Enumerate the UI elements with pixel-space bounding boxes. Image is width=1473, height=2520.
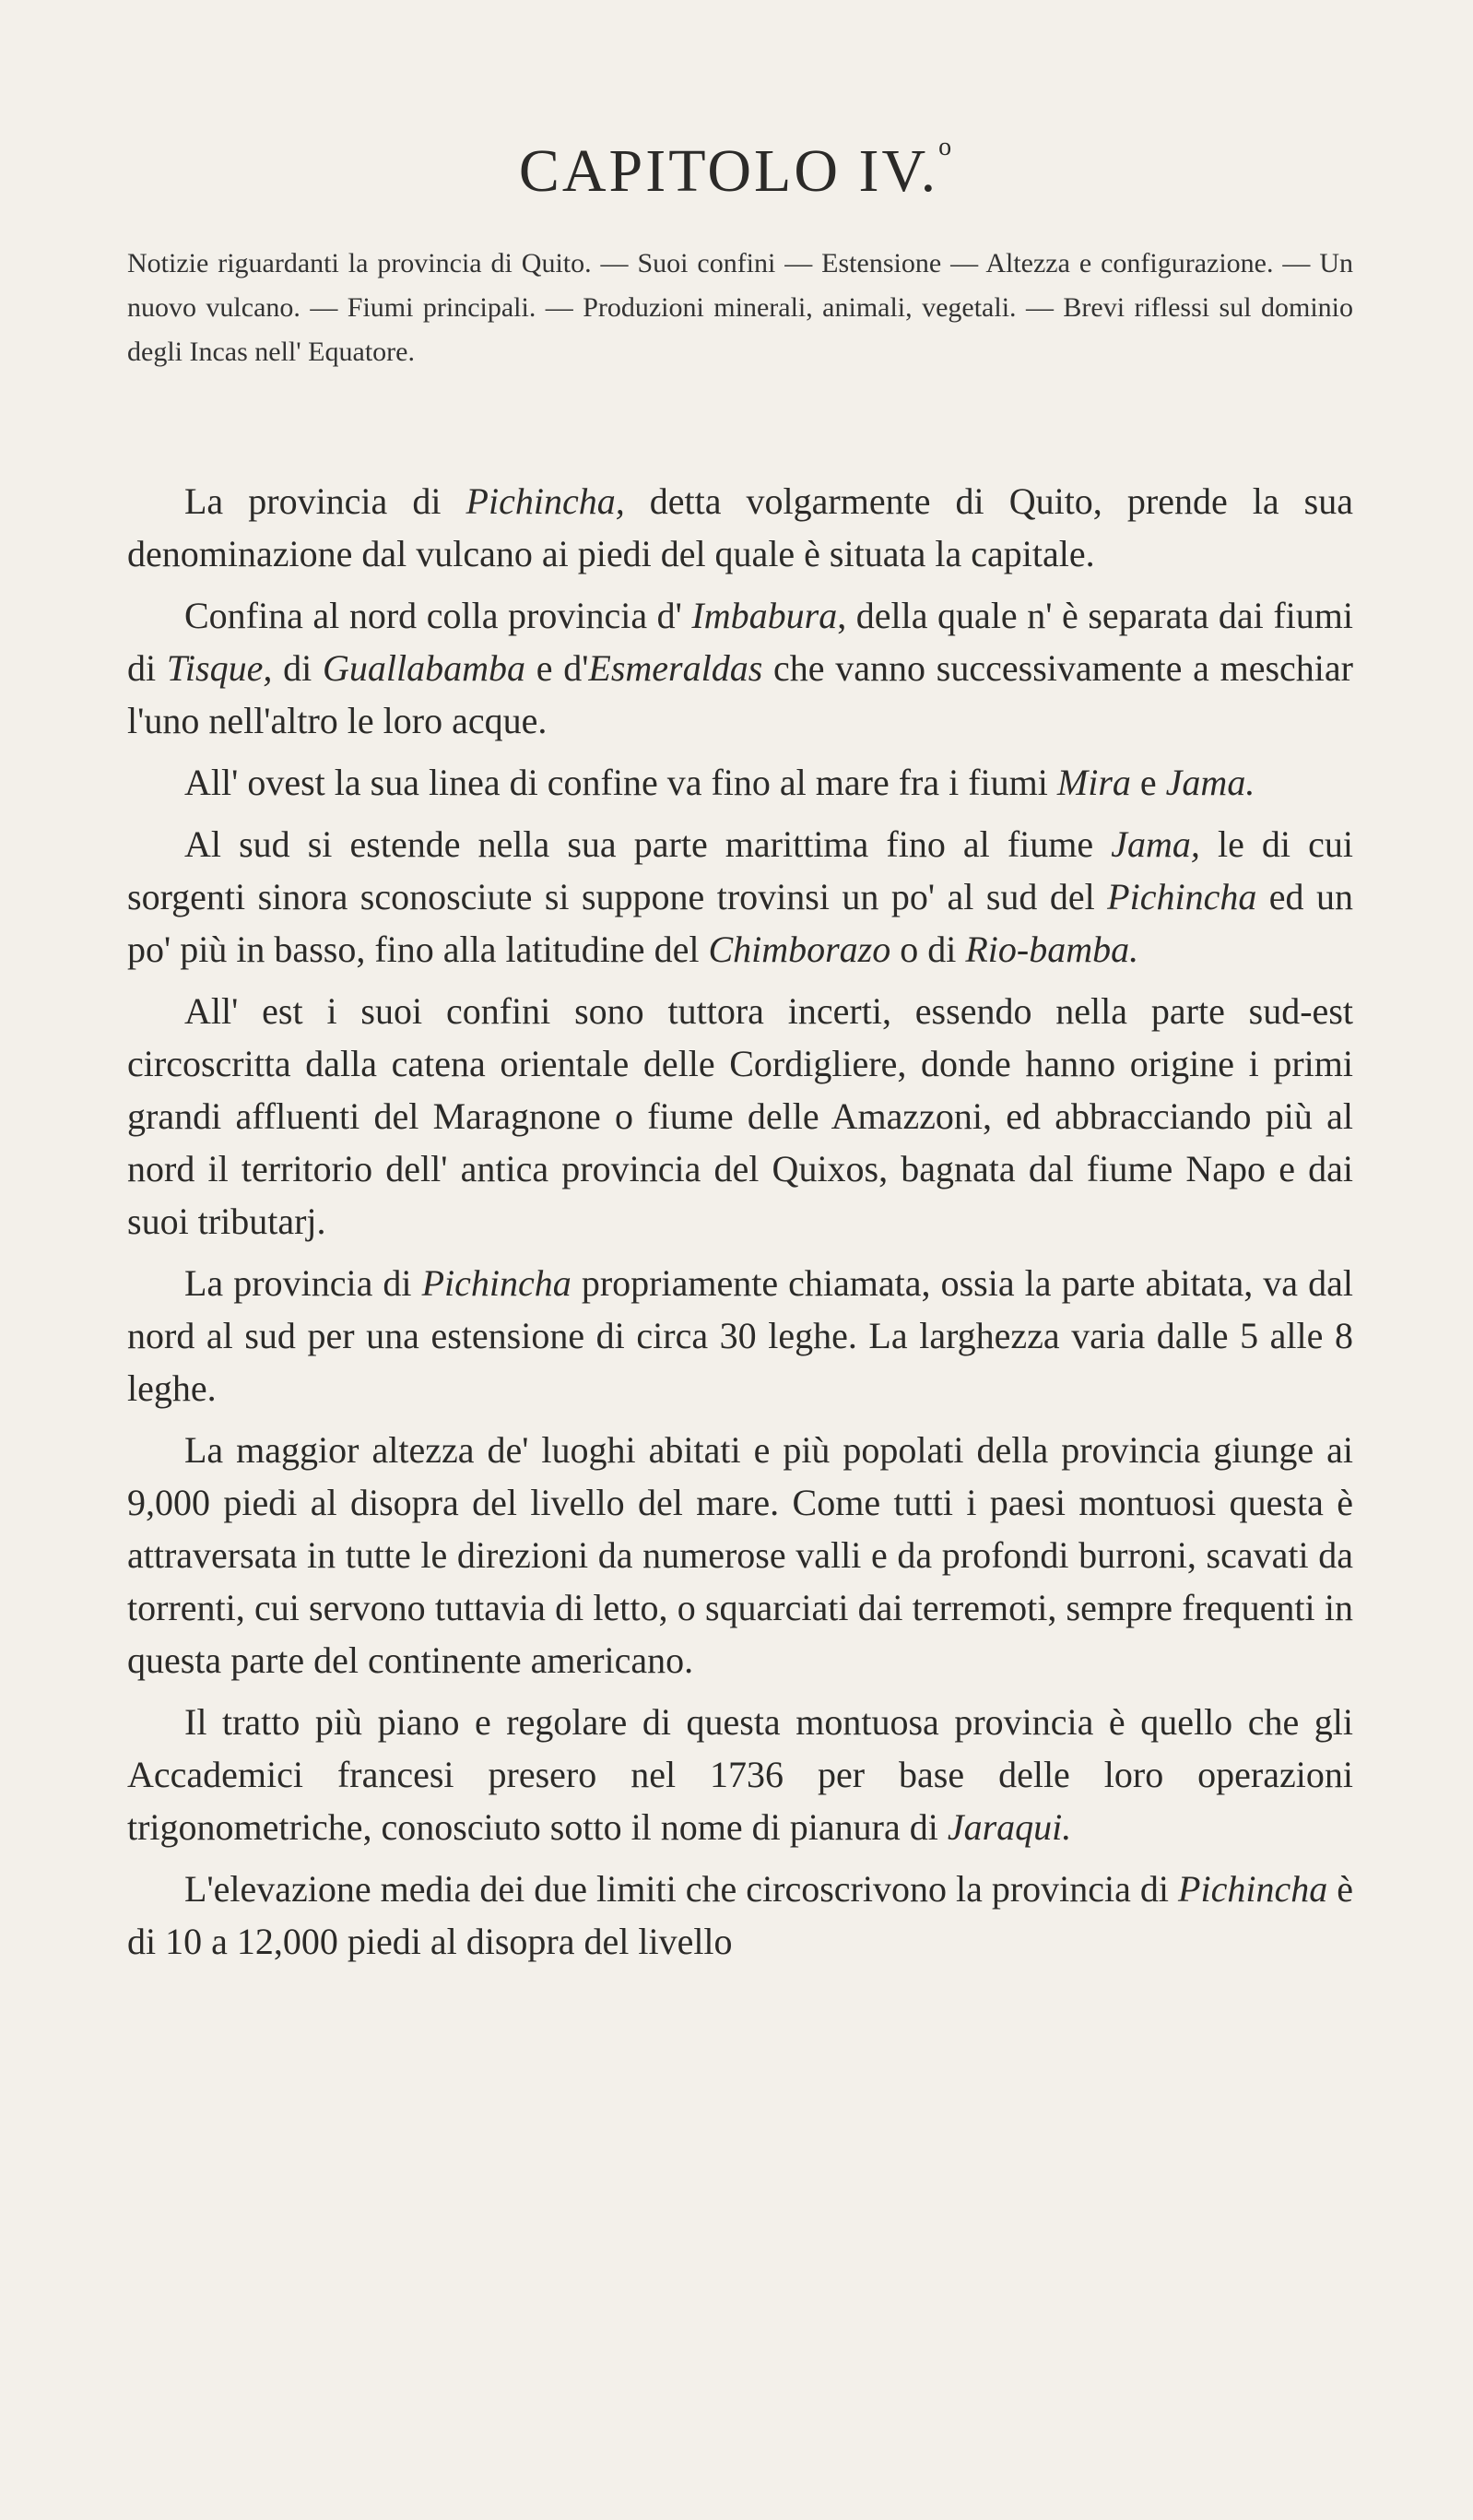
italic-place-name: Pichincha, bbox=[465, 480, 625, 522]
paragraph-7: La maggior altezza de' luoghi abitati e più popolati della provincia giunge ai 9,000 piedi al disopra del livello del mare. Come tutti i paesi montuosi questa è attraversata in tutte le direzioni da numerose valli e da profondi burroni, scavati da torrenti, cui servono tuttavia di letto, o squarciati dai terremoti, sempre frequenti in questa parte del continente americano. bbox=[127, 1429, 1353, 1681]
paragraph-3 bbox=[127, 756, 1353, 809]
text-span: Confina al nord colla provincia d' bbox=[184, 595, 692, 636]
italic-place-name: Imbabura bbox=[691, 595, 838, 636]
chapter-title bbox=[0, 133, 1473, 207]
paragraph-1 bbox=[127, 475, 1353, 580]
italic-place-name: Pichincha bbox=[1107, 876, 1257, 917]
paragraph-2 bbox=[127, 589, 1353, 747]
italic-place-name: Pichincha bbox=[421, 1262, 572, 1304]
italic-place-name: Rio-bamba. bbox=[965, 929, 1139, 970]
italic-place-name: Mira bbox=[1056, 762, 1131, 803]
italic-place-name: Jama. bbox=[1165, 762, 1255, 803]
text-span: di bbox=[272, 647, 323, 689]
text-span: , della quale n' è separata dai fiumi di bbox=[127, 595, 1353, 689]
paragraph-8 bbox=[127, 1696, 1353, 1853]
chapter-title-text: CAPITOLO IV. bbox=[518, 137, 939, 205]
text-span: All' ovest la sua linea di confine va fino al mare fra i fiumi bbox=[184, 762, 1057, 803]
italic-place-name: Chimborazo bbox=[708, 929, 891, 970]
italic-place-name: Tisque, bbox=[166, 647, 273, 689]
text-span: ed un po' più in basso, fino alla latitudine del bbox=[127, 876, 1353, 970]
text-span: le di cui sorgenti sinora sconosciute si suppone trovinsi un po' al sud del bbox=[127, 823, 1353, 917]
italic-place-name: Guallabamba bbox=[322, 647, 525, 689]
chapter-title-superscript: o bbox=[938, 133, 955, 161]
text-span: e bbox=[1130, 762, 1166, 803]
text-span: L'elevazione media dei due limiti che circoscrivono la provincia di bbox=[184, 1868, 1179, 1910]
italic-place-name: Jaraqui. bbox=[947, 1806, 1072, 1848]
paragraph-5: All' est i suoi confini sono tuttora incerti, essendo nella parte sud-est circoscritta dalla catena orientale delle Cordigliere, donde hanno origine i primi grandi affluenti del Maragnone o fiume delle Amazzoni, ed abbracciando più al nord il territorio dell' antica provincia del Quixos, bagnata dal fiume Napo e dai suoi tributarj. bbox=[127, 990, 1353, 1242]
text-span: La provincia di bbox=[184, 480, 466, 522]
text-span: detta volgarmente di Quito, prende la sua denominazione dal vulcano ai piedi del quale è situata la capitale. bbox=[127, 480, 1353, 574]
text-span: è di 10 a 12,000 piedi al disopra del livello bbox=[127, 1868, 1353, 1962]
italic-place-name: Pichincha bbox=[1178, 1868, 1328, 1910]
text-span: Al sud si estende nella sua parte marittima fino al fiume bbox=[184, 823, 1112, 865]
text-span: e d' bbox=[524, 647, 589, 689]
body-text bbox=[127, 475, 1353, 1977]
italic-place-name: Jama, bbox=[1111, 823, 1200, 865]
text-span: o di bbox=[890, 929, 966, 970]
paragraph-4 bbox=[127, 818, 1353, 976]
text-span: che vanno successivamente a meschiar l'uno nell'altro le loro acque. bbox=[127, 647, 1353, 741]
text-span: La provincia di bbox=[184, 1262, 422, 1304]
chapter-summary: Notizie riguardanti la provincia di Quito. — Suoi confini — Estensione — Altezza e configurazione. — Un nuovo vulcano. — Fiumi principali. — Produzioni minerali, animali, vegetali. — Brevi riflessi sul dominio degli Incas nell' Equatore. bbox=[127, 248, 1353, 367]
italic-place-name: Esmeraldas bbox=[588, 647, 763, 689]
text-span: Il tratto più piano e regolare di questa montuosa provincia è quello che gli Accademici francesi presero nel 1736 per base delle loro operazioni trigonometriche, conosciuto sotto il nome di pianura di bbox=[127, 1701, 1353, 1848]
paragraph-6 bbox=[127, 1257, 1353, 1414]
text-span: propriamente chiamata, ossia la parte abitata, va dal nord al sud per una estensione di circa 30 leghe. La larghezza varia dalle 5 alle 8 leghe. bbox=[127, 1262, 1353, 1409]
paragraph-9 bbox=[127, 1863, 1353, 1968]
